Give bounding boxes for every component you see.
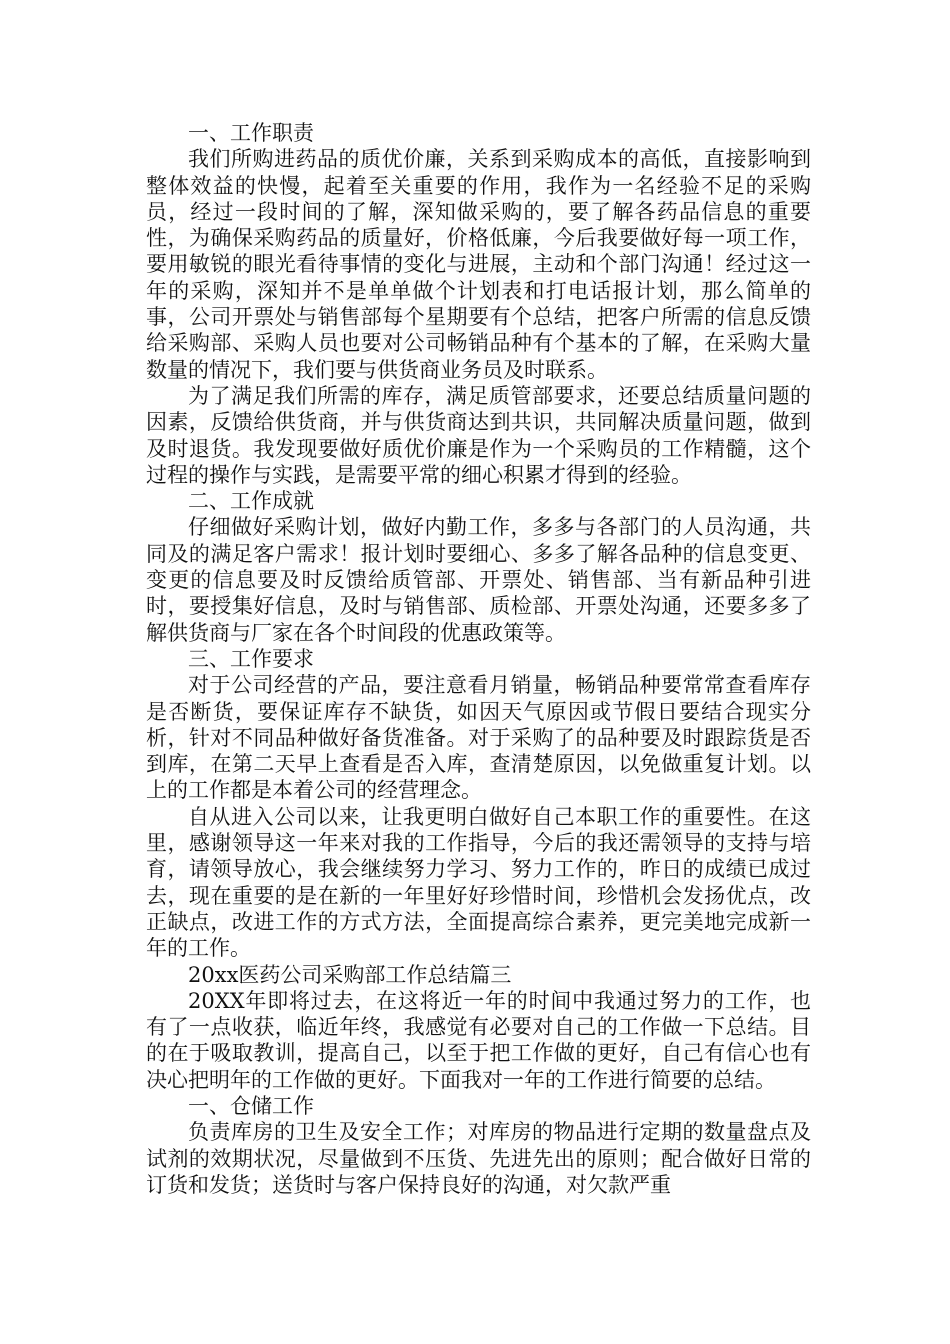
- section-heading-warehouse: 一、仓储工作: [188, 1093, 314, 1118]
- paragraph-requirements-2: 自从进入公司以来，让我更明白做好自己本职工作的重要性。在这里，感谢领导这一年来对我的工作指导，今后的我还需领导的支持与培育，请领导放心，我会继续努力学习、努力工作的，昨日的成绩已成过去，现在重要的是在新的一年里好好珍惜时间，珍惜机会发扬优点，改正缺点，改进工作的方式方法，全面提高综合素养，更完美地完成新一年的工作。: [146, 804, 811, 961]
- article-title-part-three: 20xx医药公司采购部工作总结篇三: [188, 962, 512, 987]
- paragraph-duties-2: 为了满足我们所需的库存，满足质管部要求，还要总结质量问题的因素，反馈给供货商，并与供货商达到共识，共同解决质量问题，做到及时退货。我发现要做好质优价廉是作为一个采购员的工作精髓，这个过程的操作与实践，是需要平常的细心积累才得到的经验。: [146, 383, 811, 487]
- section-heading-requirements: 三、工作要求: [188, 646, 314, 671]
- paragraph-duties-1: 我们所购进药品的质优价廉，关系到采购成本的高低，直接影响到整体效益的快慢，起着至关重要的作用，我作为一名经验不足的采购员，经过一段时间的了解，深知做采购的，要了解各药品信息的重要性，为确保采购药品的质量好，价格低廉，今后我要做好每一项工作，要用敏锐的眼光看待事情的变化与进展，主动和个部门沟通！经过这一年的采购，深知并不是单单做个计划表和打电话报计划，那么简单的事，公司开票处与销售部每个星期要有个总结，把客户所需的信息反馈给采购部、采购人员也要对公司畅销品种有个基本的了解，在采购大量数量的情况下，我们要与供货商业务员及时联系。: [146, 147, 811, 382]
- paragraph-intro: 20XX年即将过去，在这将近一年的时间中我通过努力的工作，也有了一点收获，临近年终，我感觉有必要对自己的工作做一下总结。目的在于吸取教训，提高自己，以至于把工作做的更好，自己有信心也有决心把明年的工作做的更好。下面我对一年的工作进行简要的总结。: [146, 988, 811, 1092]
- paragraph-achievements: 仔细做好采购计划，做好内勤工作，多多与各部门的人员沟通，共同及的满足客户需求！报计划时要细心、多多了解各品种的信息变更、变更的信息要及时反馈给质管部、开票处、销售部、当有新品种引进时，要授集好信息，及时与销售部、质检部、开票处沟通，还要多多了解供货商与厂家在各个时间段的优惠政策等。: [146, 515, 811, 645]
- document-body: [146, 120, 811, 1198]
- paragraph-warehouse: 负责库房的卫生及安全工作；对库房的物品进行定期的数量盘点及试剂的效期状况，尽量做到不压货、先进先出的原则；配合做好日常的订货和发货；送货时与客户保持良好的沟通，对欠款严重: [146, 1120, 811, 1197]
- section-heading-achievements: 二、工作成就: [188, 489, 314, 514]
- paragraph-requirements-1: 对于公司经营的产品，要注意看月销量，畅销品种要常常查看库存是否断货，要保证库存不缺货，如因天气原因或节假日要结合现实分析，针对不同品种做好备货准备。对于采购了的品种要及时跟踪货是否到库，在第二天早上查看是否入库，查清楚原因，以免做重复计划。以上的工作都是本着公司的经营理念。: [146, 673, 811, 803]
- section-heading-duties: 一、工作职责: [188, 121, 314, 145]
